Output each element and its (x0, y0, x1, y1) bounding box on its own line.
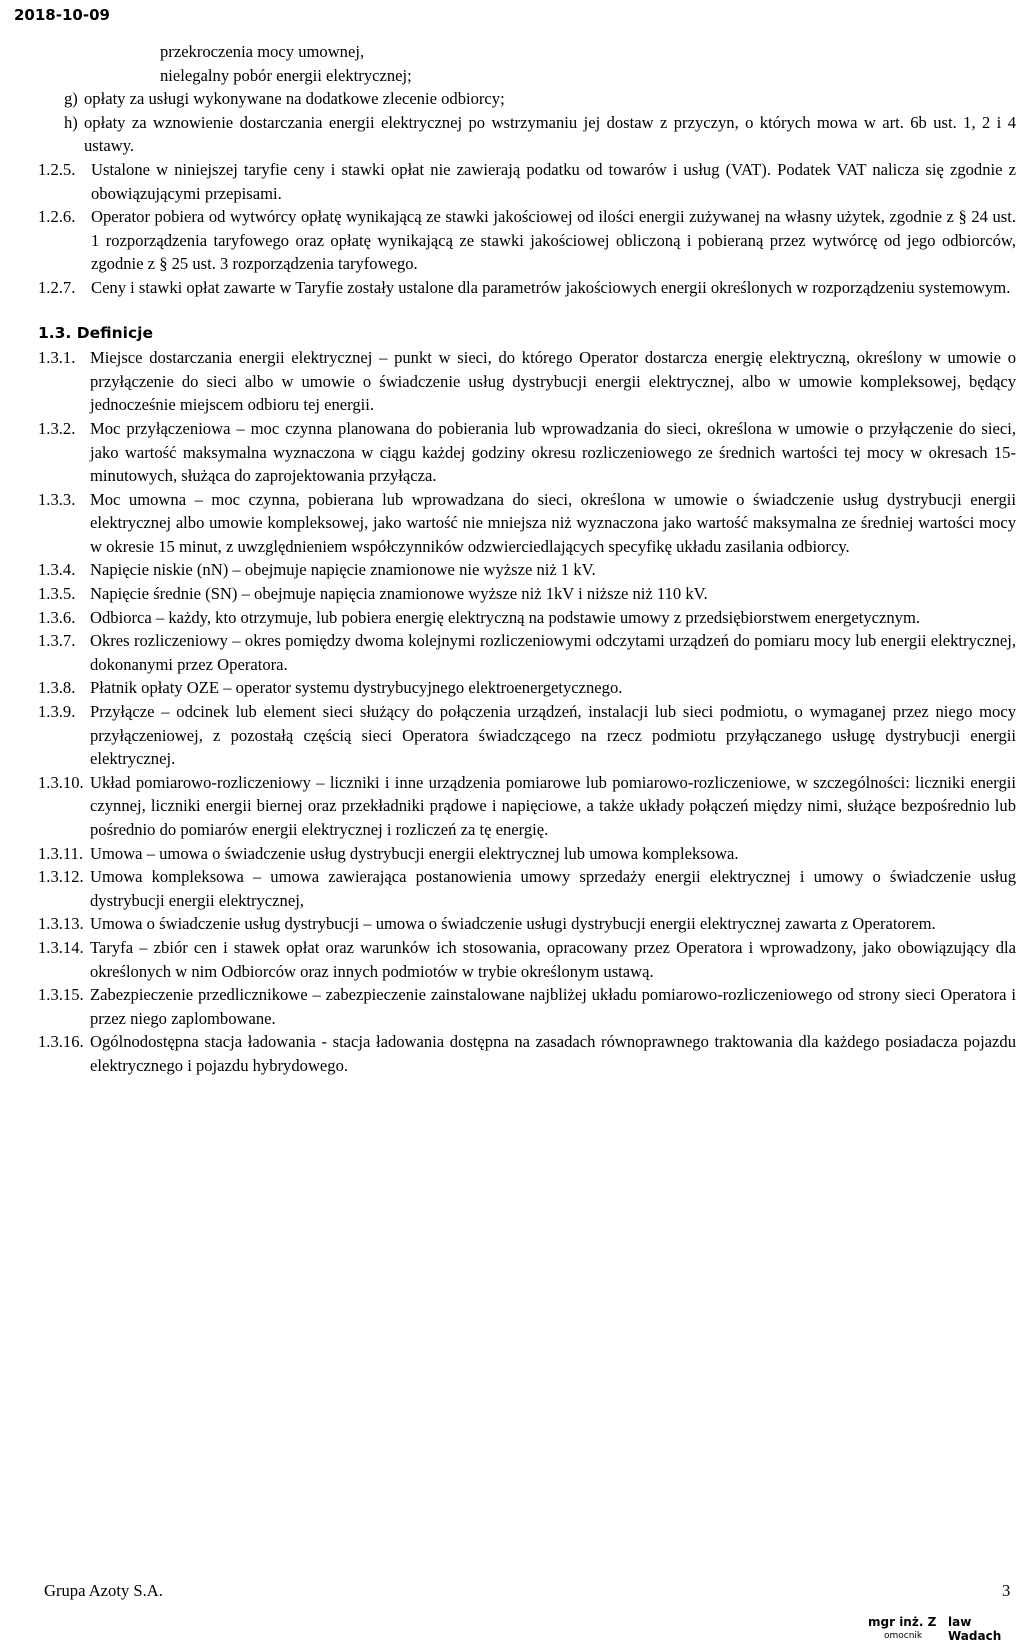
definition-number: 1.3.13. (38, 914, 84, 934)
section-heading: 1.3. Definicje (38, 323, 153, 342)
definition-item (38, 558, 1016, 582)
definitions-list (38, 346, 1016, 1077)
document-date: 2018-10-09 (14, 6, 110, 24)
definition-text: Umowa kompleksowa – umowa zawierająca postanowienia umowy sprzedaży energii elektrycznej i umowy o świadczenie usług dystrybucji energii elektrycznej, (90, 867, 1016, 910)
definition-number: 1.3.10. (38, 772, 84, 792)
definition-text: Zabezpieczenie przedlicznikowe – zabezpieczenie zainstalowane najbliżej układu pomiarowo-rozliczeniowego od strony sieci Operatora i przez niego zaplombowane. (90, 985, 1016, 1028)
definition-number: 1.3.5. (38, 584, 76, 604)
point-number: 1.2.7. (38, 277, 76, 297)
definition-text: Płatnik opłaty OZE – operator systemu dystrybucyjnego elektroenergetycznego. (90, 678, 623, 698)
definition-item (38, 676, 1016, 700)
definition-item (38, 771, 1016, 842)
definition-text: Ogólnodostępna stacja ładowania - stacja ładowania dostępna na zasadach równoprawnego traktowania dla każdego posiadacza pojazdu elektrycznego i pojazdu hybrydowego. (90, 1032, 1016, 1075)
definition-item (38, 912, 1016, 936)
definition-text: Napięcie średnie (SN) – obejmuje napięcia znamionowe wyższe niż 1kV i niższe niż 110 kV. (90, 584, 708, 604)
definition-text: Moc umowna – moc czynna, pobierana lub wprowadzana do sieci, określona w umowie o świadczenie usług dystrybucji energii elektrycznej albo umowie kompleksowej, jako wartość nie mniejsza niż wyznaczona jako wartość maksymalna ze średniej wartości mocy w okresie 15 minut, z uwzględnieniem współczynników odzwierciedlających specyfikę układu zasilania odbiorcy. (90, 489, 1016, 556)
definition-item (38, 936, 1016, 983)
point-text: Ustalone w niniejszej taryfie ceny i stawki opłat nie zawierają podatku od towarów i usług (VAT). Podatek VAT nalicza się zgodnie z obowiązującymi przepisami. (91, 159, 1016, 203)
letter-item (0, 87, 1016, 111)
definition-number: 1.3.2. (38, 418, 76, 438)
definition-text: Miejsce dostarczania energii elektrycznej – punkt w sieci, do którego Operator dostarcza energię elektryczną, określony w umowie o przyłączenie do sieci albo w umowie o świadczenie usług dystrybucji energii elektrycznej, albo w umowie kompleksowej, będący jednocześnie miejscem odbioru tej energii. (90, 348, 1016, 415)
definition-item (38, 865, 1016, 912)
definition-item (38, 700, 1016, 771)
letter-label: h) (64, 112, 78, 132)
definition-number: 1.3.15. (38, 985, 84, 1005)
definition-text: Moc przyłączeniowa – moc czynna planowana do pobierania lub wprowadzania do sieci, określona w umowie o przyłączenie do sieci, jako wartość maksymalna wyznaczona w ciągu każdej godziny okresu rozliczeniowego ze średnich wartości tej mocy w okresach 15-minutowych, służąca do zaprojektowania przyłącza. (90, 418, 1016, 486)
definition-number: 1.3.8. (38, 678, 76, 698)
stamp-text: omocnik (884, 1631, 923, 1641)
stamp-text: mgr inż. Z (868, 1615, 937, 1629)
point-item (38, 276, 1016, 300)
definition-number: 1.3.12. (38, 867, 84, 887)
definition-number: 1.3.14. (38, 937, 84, 957)
definition-text: Taryfa – zbiór cen i stawek opłat oraz warunków ich stosowania, opracowany przez Operatora i wprowadzony, jako obowiązujący dla określonych w nim Odbiorców oraz innych podmiotów w trybie określonym ustawą. (90, 937, 1016, 981)
definition-number: 1.3.7. (38, 631, 76, 651)
definition-text: Przyłącze – odcinek lub element sieci służący do połączenia urządzeń, instalacji lub sieci podmiotu, o wymaganej przez niego mocy przyłączeniowej, z pozostałą częścią sieci Operatora świadczącego na rzecz podmiotu przyłączanego usługę dystrybucji energii elektrycznej. (90, 702, 1016, 769)
point-number: 1.2.5. (38, 159, 76, 179)
definition-item (38, 582, 1016, 606)
definition-item (38, 842, 1016, 866)
point-number: 1.2.6. (38, 207, 76, 227)
point-item (38, 205, 1016, 276)
definition-number: 1.3.3. (38, 489, 76, 509)
definition-number: 1.3.4. (38, 560, 76, 580)
letter-text: opłaty za wznowienie dostarczania energii elektrycznej po wstrzymaniu jej dostaw z przyczyn, o których mowa w art. 6b ust. 1, 2 i 4 ustawy. (84, 112, 1016, 156)
point-item (38, 158, 1016, 205)
document-body (38, 40, 1016, 1078)
definition-number: 1.3.1. (38, 348, 76, 368)
point-text: Operator pobiera od wytwórcy opłatę wynikającą ze stawki jakościowej od ilości energii zużywanej na własny użytek, zgodnie z § 24 ust. 1 rozporządzenia taryfowego oraz opłatę wynikającą ze stawki jakościowej obliczoną i pobieraną przez wytwórcę od jego odbiorców, zgodnie z § 25 ust. 3 rozporządzenia taryfowego. (91, 207, 1016, 274)
footer-company: Grupa Azoty S.A. (44, 1581, 163, 1600)
definition-number: 1.3.11. (38, 843, 84, 863)
definition-item (38, 606, 1016, 630)
definition-text: Układ pomiarowo-rozliczeniowy – liczniki i inne urządzenia pomiarowe lub pomiarowo-rozliczeniowe, w szczególności: liczniki energii czynnej, liczniki energii biernej oraz przekładniki prądowe i napięciowe, a także układy połączeń między nimi, służące bezpośrednio lub pośrednio do pomiarów energii elektrycznej i rozliczeń za tę energię. (90, 772, 1016, 839)
definition-text: Okres rozliczeniowy – okres pomiędzy dwoma kolejnymi rozliczeniowymi odczytami urządzeń do pomiaru mocy lub energii elektrycznej, dokonanymi przez Operatora. (90, 631, 1016, 674)
letter-label: g) (64, 89, 78, 109)
letter-text: opłaty za usługi wykonywane na dodatkowe zlecenie odbiorcy; (84, 89, 505, 109)
intro-line: przekroczenia mocy umownej, (160, 42, 365, 61)
stamp-text: law Wadach (948, 1615, 1002, 1643)
intro-line: nielegalny pobór energii elektrycznej; (160, 65, 412, 85)
definition-item (38, 1030, 1016, 1077)
definition-item (38, 417, 1016, 488)
definition-number: 1.3.9. (38, 702, 76, 722)
page-number: 3 (1002, 1581, 1011, 1600)
definition-item (38, 629, 1016, 676)
definition-item (38, 983, 1016, 1030)
point-text: Ceny i stawki opłat zawarte w Taryfie zostały ustalone dla parametrów jakościowych energii określonych w rozporządzeniu systemowym. (91, 277, 1011, 297)
definition-text: Umowa o świadczenie usług dystrybucji – umowa o świadczenie usługi dystrybucji energii elektrycznej zawarta z Operatorem. (90, 914, 936, 934)
definition-text: Napięcie niskie (nN) – obejmuje napięcie znamionowe nie wyższe niż 1 kV. (90, 560, 596, 580)
definition-item (38, 346, 1016, 417)
definition-item (38, 488, 1016, 559)
definition-text: Umowa – umowa o świadczenie usług dystrybucji energii elektrycznej lub umowa kompleksowa. (90, 843, 739, 863)
definition-number: 1.3.16. (38, 1032, 84, 1052)
letter-item (0, 111, 1016, 158)
definition-number: 1.3.6. (38, 607, 76, 627)
definition-text: Odbiorca – każdy, kto otrzymuje, lub pobiera energię elektryczną na podstawie umowy z przedsiębiorstwem energetycznym. (90, 607, 921, 627)
